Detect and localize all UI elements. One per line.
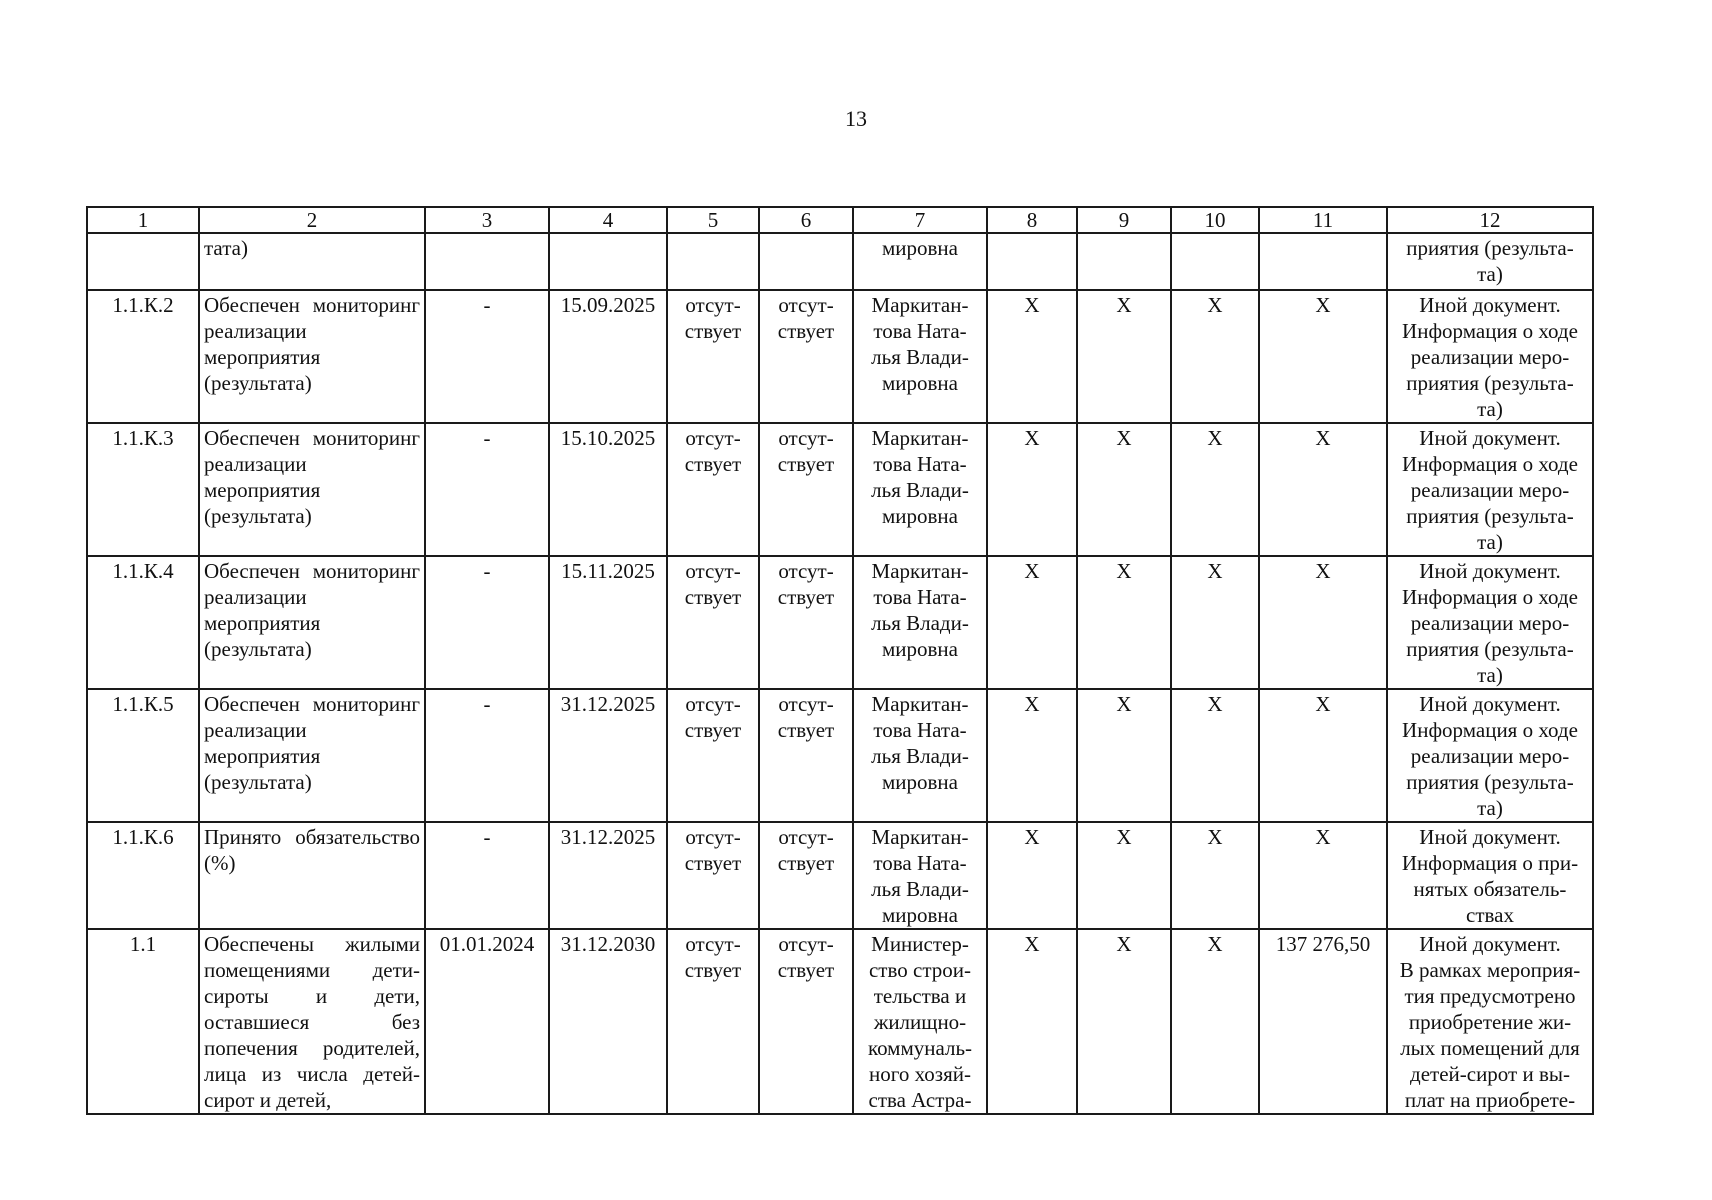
start-date-cell: - [425, 689, 549, 822]
code-cell: 1.1.К.2 [87, 290, 199, 423]
column-6-cell: отсут- ствует [759, 423, 853, 556]
name-cell: Обеспечены жилыми помещениями дети-сироты и дети, оставшиеся без попечения родителей, лица из числа детей-сирот и детей, [199, 929, 425, 1114]
code-cell: 1.1.К.6 [87, 822, 199, 929]
activity-table [86, 206, 1594, 1115]
page-number: 13 [845, 106, 867, 131]
responsible-cell: Маркитан- това Ната- лья Влади- мировна [853, 556, 987, 689]
name-cell: Принято обязательство (%) [199, 822, 425, 929]
amount-cell: Х [1259, 290, 1387, 423]
column-9-cell: Х [1077, 822, 1171, 929]
code-cell: 1.1 [87, 929, 199, 1114]
column-10-cell: Х [1171, 556, 1259, 689]
column-9-cell: Х [1077, 929, 1171, 1114]
column-10-cell: Х [1171, 822, 1259, 929]
responsible-cell: Маркитан- това Ната- лья Влади- мировна [853, 689, 987, 822]
column-8-cell: Х [987, 822, 1077, 929]
column-5-cell: отсут- ствует [667, 929, 759, 1114]
end-date-cell: 15.11.2025 [549, 556, 667, 689]
column-header: 1 [87, 207, 199, 233]
table-row [87, 556, 1593, 689]
end-date-cell: 31.12.2025 [549, 689, 667, 822]
header-row [87, 207, 1593, 233]
table-row [87, 290, 1593, 423]
start-date-cell: 01.01.2024 [425, 929, 549, 1114]
start-date-cell: - [425, 423, 549, 556]
column-header: 3 [425, 207, 549, 233]
end-date-cell: 15.09.2025 [549, 290, 667, 423]
continuation-row [87, 233, 1593, 290]
table-cell [1259, 233, 1387, 290]
table-cell [549, 233, 667, 290]
column-5-cell: отсут- ствует [667, 689, 759, 822]
column-6-cell: отсут- ствует [759, 689, 853, 822]
table-row [87, 423, 1593, 556]
table-cell [425, 233, 549, 290]
document-cell: приятия (результа- та) [1387, 233, 1593, 290]
document-cell: Иной документ. Информация о ходе реализации меро- приятия (результа- та) [1387, 689, 1593, 822]
end-date-cell: 31.12.2030 [549, 929, 667, 1114]
start-date-cell: - [425, 556, 549, 689]
column-header: 4 [549, 207, 667, 233]
column-10-cell: Х [1171, 689, 1259, 822]
start-date-cell: - [425, 822, 549, 929]
column-header: 10 [1171, 207, 1259, 233]
column-6-cell: отсут- ствует [759, 556, 853, 689]
column-5-cell: отсут- ствует [667, 290, 759, 423]
amount-cell: 137 276,50 [1259, 929, 1387, 1114]
table-cell [759, 233, 853, 290]
column-6-cell: отсут- ствует [759, 822, 853, 929]
start-date-cell: - [425, 290, 549, 423]
table-row [87, 929, 1593, 1114]
column-8-cell: Х [987, 689, 1077, 822]
column-header: 8 [987, 207, 1077, 233]
column-header: 5 [667, 207, 759, 233]
responsible-cell: Маркитан- това Ната- лья Влади- мировна [853, 423, 987, 556]
table-cell [987, 233, 1077, 290]
document-cell: Иной документ. В рамках мероприя- тия предусмотрено приобретение жи- лых помещений для детей-сирот и вы- плат на приобрете- [1387, 929, 1593, 1114]
table-cell [1171, 233, 1259, 290]
end-date-cell: 31.12.2025 [549, 822, 667, 929]
document-cell: Иной документ. Информация о ходе реализации меро- приятия (результа- та) [1387, 556, 1593, 689]
column-6-cell: отсут- ствует [759, 929, 853, 1114]
column-9-cell: Х [1077, 423, 1171, 556]
column-6-cell: отсут- ствует [759, 290, 853, 423]
column-header: 12 [1387, 207, 1593, 233]
responsible-cell: Маркитан- това Ната- лья Влади- мировна [853, 822, 987, 929]
column-8-cell: Х [987, 290, 1077, 423]
column-10-cell: Х [1171, 929, 1259, 1114]
document-cell: Иной документ. Информация о ходе реализации меро- приятия (результа- та) [1387, 290, 1593, 423]
column-8-cell: Х [987, 929, 1077, 1114]
column-8-cell: Х [987, 423, 1077, 556]
column-5-cell: отсут- ствует [667, 556, 759, 689]
amount-cell: Х [1259, 556, 1387, 689]
column-header: 7 [853, 207, 987, 233]
column-9-cell: Х [1077, 556, 1171, 689]
column-header: 11 [1259, 207, 1387, 233]
name-cell: Обеспечен мониторинг реализации мероприятия (результата) [199, 423, 425, 556]
column-10-cell: Х [1171, 423, 1259, 556]
column-header: 6 [759, 207, 853, 233]
table-cell [667, 233, 759, 290]
code-cell: 1.1.К.4 [87, 556, 199, 689]
table-cell [1077, 233, 1171, 290]
table-cell [87, 233, 199, 290]
column-header: 2 [199, 207, 425, 233]
column-10-cell: Х [1171, 290, 1259, 423]
responsible-cell: мировна [853, 233, 987, 290]
column-5-cell: отсут- ствует [667, 822, 759, 929]
document-cell: Иной документ. Информация о ходе реализации меро- приятия (результа- та) [1387, 423, 1593, 556]
name-cell: Обеспечен мониторинг реализации мероприятия (результата) [199, 689, 425, 822]
responsible-cell: Министер- ство строи- тельства и жилищно- коммуналь- ного хозяй- ства Астра- [853, 929, 987, 1114]
code-cell: 1.1.К.3 [87, 423, 199, 556]
end-date-cell: 15.10.2025 [549, 423, 667, 556]
name-cell: тата) [199, 233, 425, 290]
name-cell: Обеспечен мониторинг реализации мероприятия (результата) [199, 556, 425, 689]
column-5-cell: отсут- ствует [667, 423, 759, 556]
column-9-cell: Х [1077, 290, 1171, 423]
responsible-cell: Маркитан- това Ната- лья Влади- мировна [853, 290, 987, 423]
amount-cell: Х [1259, 822, 1387, 929]
amount-cell: Х [1259, 423, 1387, 556]
name-cell: Обеспечен мониторинг реализации мероприятия (результата) [199, 290, 425, 423]
column-9-cell: Х [1077, 689, 1171, 822]
table-row [87, 822, 1593, 929]
column-header: 9 [1077, 207, 1171, 233]
table-row [87, 689, 1593, 822]
code-cell: 1.1.К.5 [87, 689, 199, 822]
amount-cell: Х [1259, 689, 1387, 822]
column-8-cell: Х [987, 556, 1077, 689]
document-cell: Иной документ. Информация о при- нятых обязатель- ствах [1387, 822, 1593, 929]
